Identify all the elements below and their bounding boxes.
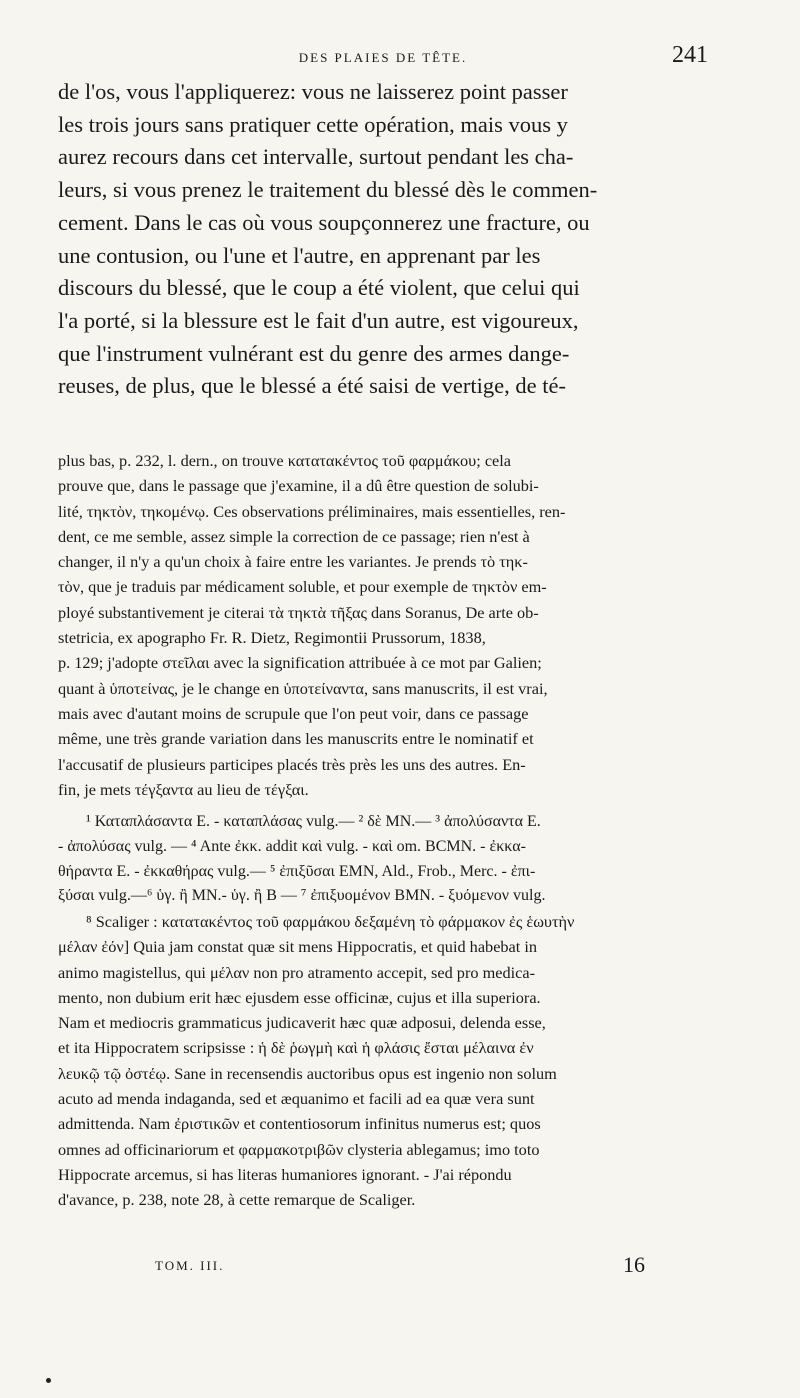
note-line: l'accusatif de plusieurs participes placés très près les uns des autres. En- <box>58 754 526 774</box>
main-text-line: cement. Dans le cas où vous soupçonnerez une fracture, ou <box>58 209 590 235</box>
note-line: mais avec d'autant moins de scrupule que l'on peut voir, dans ce passage <box>58 703 529 723</box>
main-text-line: aurez recours dans cet intervalle, surtout pendant les cha- <box>58 144 574 170</box>
note-line: changer, il n'y a qu'un choix à faire entre les variantes. Je prends τὸ τηκ- <box>58 552 528 572</box>
scaliger-line: Nam et mediocris grammaticus judicaverit hæc quæ adposui, delenda esse, <box>58 1013 546 1033</box>
note-line: dent, ce me semble, assez simple la correction de ce passage; rien n'est à <box>58 526 530 546</box>
note-line: p. 129; j'adopte στεῖλαι avec la signification attribuée à ce mot par Galien; <box>58 653 542 673</box>
main-text-line: une contusion, ou l'une et l'autre, en apprenant par les <box>58 242 541 268</box>
main-text-line: les trois jours sans pratiquer cette opération, mais vous y <box>58 111 568 137</box>
main-text <box>58 76 708 403</box>
scaliger-line: λευκῷ τῷ ὀστέῳ. Sane in recensendis auctoribus opus est ingenio non solum <box>58 1063 557 1083</box>
scaliger-line: mento, non dubium erit hæc ejusdem esse officinæ, cujus et illa superiora. <box>58 987 541 1007</box>
main-text-line: l'a porté, si la blessure est le fait d'un autre, est vigoureux, <box>58 307 579 333</box>
note-text <box>58 448 712 802</box>
main-text-line: que l'instrument vulnérant est du genre des armes dange- <box>58 340 570 366</box>
scaliger-line: et ita Hippocratem scripsisse : ἡ δὲ ῥωγμὴ καὶ ἡ φλάσις ἔσται μέλαινα ἐν <box>58 1038 534 1058</box>
footnote-line: ξύσαι vulg.—⁶ ὑγ. ἢ MN.- ὑγ. ἢ B — ⁷ ἐπιξυομένον BMN. - ξυόμενον vulg. <box>58 887 546 905</box>
scaliger-line: animo magistellus, qui μέλαν non pro atramento accepit, sed pro medica- <box>58 962 536 982</box>
notes-section <box>58 448 712 1213</box>
note-line: lité, τηκτὸν, τηκομένῳ. Ces observations préliminaires, mais essentielles, ren- <box>58 501 566 521</box>
scaliger-line: admittenda. Nam ἐριστικῶν et contentiosorum infinitus numerus est; quos <box>58 1114 541 1134</box>
footnote-line: - ἀπολύσας vulg. — ⁴ Ante ἐκκ. addit καὶ vulg. - καὶ om. BCMN. - ἐκκα- <box>58 837 526 855</box>
page-header <box>58 42 708 76</box>
note-line: prouve que, dans le passage que j'examine, il a dû être question de solubi- <box>58 476 539 496</box>
ink-dot <box>46 1378 51 1383</box>
page-footer <box>155 1252 645 1282</box>
note-line: quant à ὑποτείνας, je le change en ὑποτείναντα, sans manuscrits, il est vrai, <box>58 678 548 698</box>
scaliger-line: acuto ad menda indaganda, sed et æquanimo et facili ad ea quæ vera sunt <box>58 1089 535 1109</box>
scaliger-line: omnes ad officinariorum et φαρμακοτριβῶν clysteria ablegamus; imo toto <box>58 1139 540 1159</box>
note-line: ployé substantivement je citerai τὰ τηκτὰ τῆξας dans Soranus, De arte ob- <box>58 602 539 622</box>
main-text-line: leurs, si vous prenez le traitement du blessé dès le commen- <box>58 177 598 203</box>
running-title: DES PLAIES DE TÊTE. <box>298 50 468 65</box>
signature-mark: TOM. III. <box>155 1258 225 1273</box>
note-line: τὸν, que je traduis par médicament soluble, et pour exemple de τηκτὸν em- <box>58 577 547 597</box>
footnote-line: θήραντα E. - ἐκκαθήρας vulg.— ⁵ ἐπιξῦσαι EMN, Ald., Frob., Merc. - ἐπι- <box>58 862 536 880</box>
main-text-line: reuses, de plus, que le blessé a été saisi de vertige, de té- <box>58 373 566 399</box>
footnote-line: ¹ Καταπλάσαντα E. - καταπλάσας vulg.— ² δὲ MN.— ³ ἀπολύσαντα E. <box>86 813 541 831</box>
note-line: stetricia, ex apographo Fr. R. Dietz, Regimontii Prussorum, 1838, <box>58 628 486 648</box>
note-line: plus bas, p. 232, l. dern., on trouve κατατακέντος τοῦ φαρμάκου; cela <box>58 451 512 470</box>
page-number: 241 <box>672 42 708 68</box>
sheet-number: 16 <box>623 1252 645 1277</box>
note-line: fin, je mets τέγξαντα au lieu de τέγξαι. <box>58 779 309 799</box>
footnotes <box>58 810 712 909</box>
scaliger-line: μέλαν ἐόν] Quia jam constat quæ sit mens Hippocratis, et quid habebat in <box>58 937 538 957</box>
note-line: même, une très grande variation dans les manuscrits entre le nominatif et <box>58 729 534 749</box>
scaliger-line: Hippocrate arcemus, si has literas humaniores ignorant. - J'ai répondu <box>58 1164 512 1184</box>
scaliger-line: d'avance, p. 238, note 28, à cette remarque de Scaliger. <box>58 1190 416 1210</box>
scaliger-note <box>58 909 712 1213</box>
main-text-line: de l'os, vous l'appliquerez: vous ne laisserez point passer <box>58 79 568 104</box>
scaliger-line: ⁸ Scaliger : κατατακέντος τοῦ φαρμάκου δεξαμένη τὸ φάρμακον ἐς ἑωυτὴν <box>86 911 575 931</box>
main-text-line: discours du blessé, que le coup a été violent, que celui qui <box>58 275 580 301</box>
